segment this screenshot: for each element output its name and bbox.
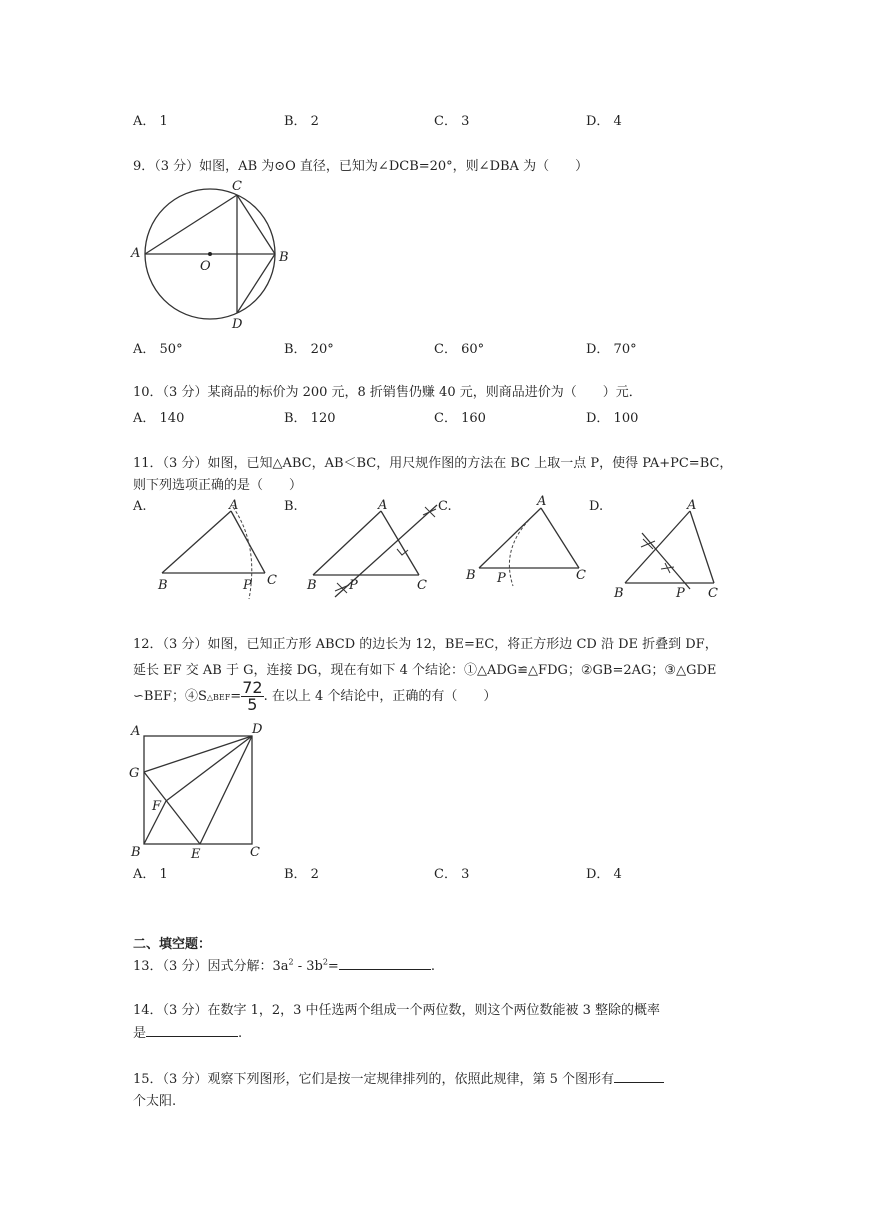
q9-option-b: B． 20°: [284, 342, 334, 357]
q12-option-c: C． 3: [434, 867, 470, 882]
q11-figure-c: [463, 490, 598, 600]
q14-answer-blank[interactable]: [146, 1022, 238, 1037]
q13-answer-blank[interactable]: [339, 955, 431, 970]
q12-stem-line3: [133, 680, 496, 713]
q12-fraction-numerator: 72: [242, 678, 263, 697]
q9-option-d: D． 70°: [586, 342, 637, 357]
label-c: C: [417, 578, 427, 593]
label-g: G: [129, 766, 140, 781]
q14-end: .: [238, 1026, 243, 1041]
q10-option-b: B． 120: [284, 411, 336, 426]
label-o: O: [200, 259, 211, 274]
label-c: C: [250, 845, 260, 860]
q13-line: [133, 955, 435, 974]
label-c: C: [267, 573, 277, 588]
label-a: A: [687, 498, 697, 513]
q12-stem-line3-a: ∽BEF；④S: [133, 689, 207, 704]
label-p: P: [497, 571, 506, 586]
segment-ac: [381, 511, 419, 575]
q8-option-d: D． 4: [586, 114, 622, 129]
segment-ba: [625, 511, 690, 583]
q12-fraction-denominator: 5: [247, 695, 258, 714]
q12-fraction: [241, 680, 263, 713]
q12-area-subscript: △BEF: [206, 693, 231, 702]
label-b: B: [307, 578, 317, 593]
q11-figure-b: [305, 495, 455, 605]
q15-line1: [133, 1068, 664, 1087]
q12-option-b: B． 2: [284, 867, 319, 882]
label-d: D: [252, 722, 263, 737]
q13-sup1: 2: [288, 957, 294, 967]
label-a: A: [131, 724, 141, 739]
q12-option-d: D． 4: [586, 867, 622, 882]
segment-cb: [237, 195, 275, 254]
segment-ac: [231, 511, 265, 573]
q14-stem-line2: 是: [133, 1026, 147, 1041]
segment-ac: [690, 511, 714, 583]
q12-stem-line2: 延长 EF 交 AB 于 G，连接 DG，现在有如下 4 个结论：①△ADG≌△FDG；②GB=2AG；③△GDE: [133, 663, 717, 678]
q13-end: .: [430, 959, 435, 974]
label-c: C: [232, 179, 242, 194]
q10-stem: 10．（3 分）某商品的标价为 200 元，8 折销售仍赚 40 元，则商品进价为（ ）元．: [133, 385, 642, 400]
q10-option-d: D． 100: [586, 411, 639, 426]
square-abcd: [144, 736, 252, 844]
q10-option-c: C． 160: [434, 411, 486, 426]
q13-sup2: 2: [322, 957, 328, 967]
q12-square-figure: [128, 718, 278, 864]
q15-stem-line1: 15．（3 分）观察下列图形，它们是按一定规律排列的，依照此规律，第 5 个图形有: [133, 1072, 614, 1087]
segment-ac: [145, 195, 237, 254]
segment-fd: [166, 736, 252, 801]
label-c: C: [708, 586, 718, 601]
q8-option-b: B． 2: [284, 114, 319, 129]
label-b: B: [158, 578, 168, 593]
q13-eq: =: [327, 959, 339, 974]
segment-ba: [162, 511, 231, 573]
label-b: B: [614, 586, 624, 601]
q11-option-b-label: B.: [284, 499, 298, 514]
q11-option-c-label: C.: [438, 499, 452, 514]
q11-figure-d: [610, 497, 735, 607]
label-d: D: [232, 317, 243, 332]
q12-option-a: A． 1: [133, 867, 168, 882]
q8-option-a: A． 1: [133, 114, 168, 129]
segment-db: [237, 254, 275, 313]
q12-stem-line1: 12．（3 分）如图，已知正方形 ABCD 的边长为 12，BE=EC，将正方形边 CD 沿 DE 折叠到 DF，: [133, 637, 718, 652]
q9-option-c: C． 60°: [434, 342, 485, 357]
label-c: C: [576, 568, 586, 583]
q11-stem-line2: 则下列选项正确的是（ ）: [133, 478, 303, 493]
section-title: 二、填空题：: [133, 937, 212, 952]
q11-option-d-label: D.: [589, 499, 604, 514]
q14-line2: [133, 1022, 242, 1041]
q13-mid: - 3b: [293, 959, 323, 974]
label-f: F: [152, 799, 162, 814]
label-b: B: [279, 250, 289, 265]
label-p: P: [676, 586, 685, 601]
segment-ba: [479, 508, 541, 568]
q12-equals: =: [230, 689, 242, 704]
q15-stem-line2: 个太阳.: [133, 1094, 177, 1109]
label-a: A: [378, 498, 388, 513]
center-point: [208, 252, 212, 256]
q14-stem-line1: 14．（3 分）在数字 1，2，3 中任选两个组成一个两位数，则这个两位数能被 3 整除的概率: [133, 1003, 661, 1018]
segment-gd: [144, 736, 252, 772]
label-e: E: [191, 847, 201, 862]
label-a: A: [537, 494, 547, 509]
q13-stem: 13．（3 分）因式分解：3a: [133, 959, 289, 974]
label-b: B: [131, 845, 141, 860]
q11-figure-a: [155, 495, 290, 605]
q9-stem: 9．（3 分）如图，AB 为⊙O 直径，已知为∠DCB=20°，则∠DBA 为（ ）: [133, 159, 589, 174]
q8-option-c: C． 3: [434, 114, 470, 129]
label-b: B: [466, 568, 476, 583]
q9-circle-figure: [128, 172, 298, 334]
perpendicular-bisector: [642, 533, 690, 589]
q11-option-a-label: A.: [133, 499, 147, 514]
label-a: A: [131, 246, 141, 261]
q9-option-a: A． 50°: [133, 342, 183, 357]
q12-stem-line3-b: . 在以上 4 个结论中，正确的有（ ）: [263, 689, 497, 704]
segment-ed: [200, 736, 252, 844]
label-p: P: [243, 578, 252, 593]
segment-ac: [541, 508, 579, 568]
q11-stem-line1: 11．（3 分）如图，已知△ABC，AB＜BC，用尺规作图的方法在 BC 上取一点 P，使得 PA+PC=BC，: [133, 456, 733, 471]
q10-option-a: A． 140: [133, 411, 185, 426]
q15-answer-blank[interactable]: [614, 1068, 664, 1083]
label-p: P: [349, 578, 358, 593]
label-a: A: [229, 498, 239, 513]
